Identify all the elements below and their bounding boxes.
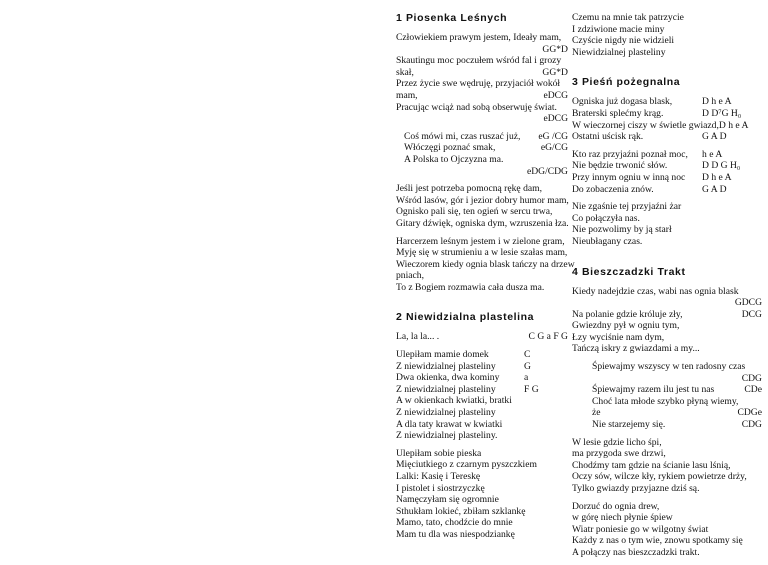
lyric-line	[572, 108, 762, 120]
lyric-line	[396, 90, 568, 102]
chord-text	[564, 78, 568, 90]
chord-text: CDG	[741, 372, 762, 384]
lyric-text: A Polska to Ojczyzna ma.	[404, 153, 504, 165]
lyric-line: Ognisko pali się, ten ogień w sercu trwa,	[396, 206, 553, 218]
lyric-line: Nie pozwolimy by ją starł	[572, 224, 672, 236]
lyric-line	[572, 343, 762, 355]
lyric-line	[572, 332, 762, 344]
chord-text: eG/CG	[540, 142, 568, 154]
lyric-line: Chodźmy tam gdzie na ścianie lasu lśnią,	[572, 459, 731, 471]
lyric-text: W wieczornej ciszy w świetle gwiazd,	[572, 119, 719, 131]
lyric-line	[592, 373, 762, 385]
lyric-line	[572, 120, 762, 132]
lyric-line	[396, 361, 568, 373]
song-3-title: 3 Pieśń pożegnalna	[572, 76, 681, 89]
lyric-text: Na polanie gdzie króluje zły,	[572, 308, 683, 320]
song-4-verse-1	[572, 286, 762, 356]
lyric-line	[396, 44, 568, 56]
chord-text: eDG/CDG	[526, 165, 568, 177]
lyric-line: Mięciutkiego z czarnym pyszczkiem	[396, 459, 537, 471]
chord-text	[564, 32, 568, 44]
lyric-line	[592, 396, 762, 408]
lyric-line	[592, 419, 762, 431]
lyric-line: w górę niech płynie śpiew	[572, 512, 673, 524]
lyric-line	[572, 286, 762, 298]
lyric-text: Z niewidzialnej plasteliny	[396, 360, 496, 372]
lyric-text: Dwa okienka, dwa kominy	[396, 372, 500, 384]
lyric-text: Ogniska już dogasa blask,	[572, 96, 673, 108]
chord-text	[758, 286, 762, 298]
song-2-title: 2 Niewidzialna plastelina	[396, 311, 535, 324]
lyric-line: Mam tu dla was niespodziankę	[396, 528, 515, 540]
lyric-line: I pistolet i siostrzyczkę	[396, 482, 485, 494]
lyric-line: Wśród lasów, gór i jezior dobry humor mam,	[396, 194, 569, 206]
lyric-text: Ostatni uścisk rąk.	[572, 131, 644, 143]
lyric-text: Nie starzejemy się.	[592, 419, 666, 431]
lyric-line	[572, 297, 762, 309]
lyric-line	[396, 407, 568, 419]
lyric-line: Dorzuć do ognia drew,	[572, 500, 660, 512]
chord-text: D h e A	[702, 96, 732, 108]
lyric-line: Gitary dźwięk, ogniska dym, wzruszenia łza.	[396, 217, 569, 229]
song-2-verse-2	[396, 448, 568, 541]
lyric-line: Mamo, tato, chodźcie do mnie	[396, 517, 513, 529]
chord-text: h e A	[702, 148, 723, 160]
lyric-line: Myję się w strumieniu a w lesie szałas mam,	[396, 247, 568, 259]
song-1-verse-2	[396, 183, 568, 229]
lyric-text: A w okienkach kwiatki, bratki	[396, 395, 512, 407]
lyric-line: Lalki: Kasię i Tereskę	[396, 471, 481, 482]
chord-text	[758, 320, 762, 332]
lyric-text: Kiedy nadejdzie czas, wabi nas ognia blask	[572, 285, 739, 297]
lyric-line: Namęczyłam się ogromnie	[396, 494, 499, 506]
song-1-chorus	[396, 131, 568, 177]
lyric-line: Nieubłagany czas.	[572, 235, 643, 247]
lyric-line: Czyście nigdy nie widzieli	[572, 35, 675, 47]
chord-text: GG*D	[542, 43, 568, 55]
lyric-line	[572, 131, 762, 143]
song-3-verse-3	[572, 201, 762, 247]
chord-text: DCG	[741, 308, 762, 320]
lyric-line	[572, 309, 762, 321]
chord-text: C G a F G	[528, 331, 568, 343]
chord-text: eDCG	[543, 89, 568, 101]
chord-text: D D G H₀	[702, 160, 741, 172]
chord-text	[758, 361, 762, 373]
lyric-line	[404, 154, 568, 166]
lyric-line: Ulepiłam sobie pieska	[396, 447, 482, 459]
song-4-chorus	[572, 361, 762, 431]
lyric-text: Z niewidzialnej plasteliny	[396, 383, 496, 395]
lyric-text: Łzy wyciśnie nam dym,	[572, 331, 665, 343]
lyric-line	[572, 320, 762, 332]
lyric-line: Sthukłam lokieć, zbiłam szklankę	[396, 505, 526, 517]
lyric-line	[396, 419, 568, 431]
lyric-line: Niewidzialnej plasteliny	[572, 46, 666, 58]
lyric-text: Człowiekiem prawym jestem, Ideały mam,	[396, 32, 562, 43]
lyric-line	[396, 32, 568, 44]
lyric-line	[396, 430, 568, 442]
chord-text: CDGe	[737, 407, 762, 419]
chord-text	[758, 396, 762, 408]
song-1-verse-3	[396, 235, 575, 294]
chord-text: D h e A	[718, 119, 749, 131]
lyric-text: Z niewidzialnej plasteliny	[396, 407, 496, 419]
lyric-text: Nie będzie trwonić słów.	[572, 160, 668, 172]
lyric-line	[396, 78, 568, 90]
lyric-text: A dla taty krawat w kwiatki	[396, 418, 503, 430]
lyric-line	[572, 96, 762, 108]
lyric-line	[572, 160, 762, 172]
lyric-line	[572, 149, 762, 161]
lyric-text: skał,	[396, 66, 414, 78]
lyric-text: Z niewidzialnej plasteliny.	[396, 430, 498, 442]
chord-text: eG /CG	[538, 130, 568, 142]
lyric-text: Pracując wciąż nad sobą obserwuję świat.	[396, 101, 557, 113]
lyric-line: Jeśli jest potrzeba pomocną rękę dam,	[396, 183, 542, 195]
lyric-line: Wieczorem kiedy ognia blask tańczy na drzew	[396, 258, 575, 270]
lyric-text: Przez życie swe wędruję, przyjaciół wokół	[396, 78, 561, 90]
chord-text	[564, 154, 568, 166]
lyric-text: Gwiezdny pył w ogniu tym,	[572, 320, 680, 332]
song-4-verse-3	[572, 501, 762, 559]
chord-text: D h e A	[702, 171, 732, 183]
lyric-text: Włóczęgi poznać smak,	[404, 142, 496, 154]
lyric-text: Choć lata młode szybko płyną wiemy,	[592, 395, 739, 407]
lyric-line: pniach,	[396, 270, 424, 282]
lyric-line: Oczy sów, wilcze kły, rykiem powietrze drży,	[572, 471, 747, 483]
lyric-text: Ulepiłam mamie domek	[396, 349, 489, 361]
lyric-line: Wiatr poniesie go w wilgotny świat	[572, 523, 709, 535]
lyric-line: Tylko gwiazdy przyjazne dziś są.	[572, 483, 700, 494]
chord-text: C	[524, 349, 531, 361]
chord-text: eDCG	[543, 113, 568, 125]
lyric-line	[592, 407, 762, 419]
lyric-line: Co połączyła nas.	[572, 212, 640, 224]
lyric-line	[396, 331, 568, 343]
chord-text	[758, 343, 762, 355]
lyric-text: Śpiewajmy wszyscy w ten radosny czas	[592, 361, 746, 373]
song-3-verse-1	[572, 96, 762, 142]
lyric-line	[396, 113, 568, 125]
lyric-line: I zdziwione macie miny	[572, 23, 665, 35]
lyric-line	[396, 55, 568, 67]
chord-text	[758, 332, 762, 344]
lyric-line: W lesie gdzie licho śpi,	[572, 436, 662, 448]
lyric-line: Każdy z nas o tym wie, znowu spotkamy się	[572, 535, 743, 547]
chord-text: G A D	[702, 183, 727, 195]
lyric-text: Braterski splećmy krąg.	[572, 107, 664, 119]
lyric-line	[404, 142, 568, 154]
lyric-line: A połączy nas bieszczadzki trakt.	[572, 546, 700, 558]
lyric-text: mam,	[396, 89, 418, 101]
song-4-title: 4 Bieszczadzki Trakt	[572, 265, 686, 278]
lyric-text: Do zobaczenia znów.	[572, 183, 654, 195]
song-2-intro	[396, 331, 568, 343]
chord-text: CDG	[741, 419, 762, 431]
lyric-line: Czemu na mnie tak patrzycie	[572, 12, 684, 23]
lyric-line	[572, 172, 762, 184]
lyric-line	[404, 166, 568, 178]
lyric-text: Śpiewajmy razem ilu jest tu nas	[592, 384, 715, 396]
chord-text: G A D	[702, 131, 727, 143]
lyric-text: że	[592, 407, 601, 419]
lyric-line	[592, 361, 762, 373]
chord-text: D D⁷G H₀	[702, 107, 742, 119]
lyric-text: Kto raz przyjaźni poznał moc,	[572, 148, 688, 160]
chord-text: GG*D	[542, 66, 568, 78]
chord-text	[564, 102, 568, 114]
song-4-verse-2	[572, 437, 762, 495]
lyric-line	[396, 372, 568, 384]
lyric-text: Tańczą iskry z gwiazdami a my...	[572, 343, 700, 355]
lyric-line	[592, 384, 762, 396]
lyric-line	[396, 384, 568, 396]
song-1-verse-1	[396, 32, 568, 125]
chord-text	[564, 55, 568, 67]
lyric-line: ma przygoda swe drzwi,	[572, 448, 666, 460]
lyric-line	[572, 184, 762, 196]
chord-text: GDCG	[734, 297, 762, 309]
lyric-text: Przy innym ogniu w inną noc	[572, 171, 686, 183]
lyric-line	[396, 102, 568, 114]
lyric-line	[396, 67, 568, 79]
lyric-text: Coś mówi mi, czas ruszać już,	[404, 130, 521, 142]
lyric-line: Nie zgaśnie tej przyjaźni żar	[572, 201, 682, 213]
right-column	[572, 12, 762, 565]
song-2-verse-3	[572, 12, 762, 58]
song-2-verse-1	[396, 349, 568, 442]
lyric-text: Skautingu moc poczułem wśród fal i grozy	[396, 55, 562, 67]
song-1-title: 1 Piosenka Leśnych	[396, 12, 508, 24]
lyric-line	[396, 395, 568, 407]
lyric-line	[404, 131, 568, 143]
chord-text: F G	[524, 383, 539, 395]
lyric-line: Harcerzem leśnym jestem i w zielone gram,	[396, 235, 565, 247]
chord-text: CDe	[744, 384, 762, 396]
chord-text: G	[524, 360, 531, 372]
chord-text: a	[524, 372, 529, 384]
lyric-line	[396, 349, 568, 361]
song-3-verse-2	[572, 149, 762, 195]
lyric-line: To z Bogiem rozmawia cała dusza ma.	[396, 281, 545, 293]
lyric-text: La, la la... .	[396, 331, 440, 343]
left-column	[396, 12, 575, 547]
